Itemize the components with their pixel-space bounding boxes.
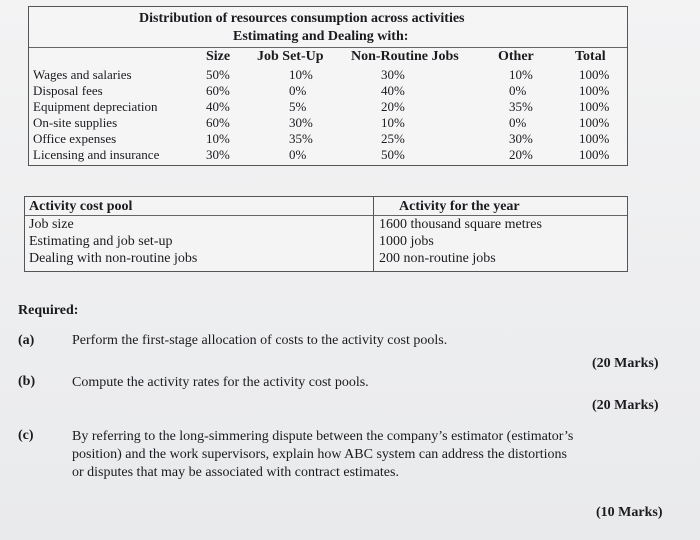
table-row — [33, 115, 627, 131]
question-c-line-1: By referring to the long-simmering dispute between the company’s estimator (estimator’s — [72, 429, 574, 444]
cell-other: 0% — [509, 115, 527, 130]
table-row — [33, 147, 627, 163]
cell-job-setup: 0% — [289, 83, 307, 98]
cell-non-routine: 25% — [381, 131, 405, 146]
resource-distribution-table — [28, 6, 628, 166]
row-label: Equipment depreciation — [33, 99, 158, 114]
activity-value: 200 non-routine jobs — [379, 251, 496, 266]
cell-other: 35% — [509, 99, 533, 114]
cell-size: 10% — [206, 131, 230, 146]
cell-non-routine: 20% — [381, 99, 405, 114]
header-other: Other — [498, 49, 534, 64]
cell-other: 10% — [509, 67, 533, 82]
row-label: Licensing and insurance — [33, 147, 160, 162]
cell-total: 100% — [579, 67, 610, 82]
row-label: Office expenses — [33, 131, 117, 146]
header-activity-for-year: Activity for the year — [399, 199, 520, 214]
table-row — [29, 234, 625, 250]
question-b-text: Compute the activity rates for the activity cost pools. — [72, 375, 369, 390]
activity-cost-pool-table — [24, 196, 628, 272]
cell-total: 100% — [579, 115, 610, 130]
table-row — [33, 99, 627, 115]
cell-total: 100% — [579, 83, 610, 98]
question-a-label: (a) — [18, 333, 35, 348]
cell-other: 30% — [509, 131, 533, 146]
cell-job-setup: 0% — [289, 147, 307, 162]
activity-value: 1600 thousand square metres — [379, 217, 542, 232]
table-row — [29, 217, 625, 233]
cell-non-routine: 40% — [381, 83, 405, 98]
question-b-marks: (20 Marks) — [592, 398, 659, 413]
activity-value: 1000 jobs — [379, 234, 434, 249]
cell-size: 60% — [206, 83, 230, 98]
cost-pool-name: Estimating and job set-up — [29, 234, 173, 249]
table-row — [33, 83, 627, 99]
cell-other: 20% — [509, 147, 533, 162]
table-title: Distribution of resources consumption across activities — [139, 11, 465, 26]
header-activity-cost-pool: Activity cost pool — [29, 199, 133, 214]
cell-non-routine: 30% — [381, 67, 405, 82]
header-size: Size — [206, 49, 231, 64]
cell-size: 30% — [206, 147, 230, 162]
cell-job-setup: 30% — [289, 115, 313, 130]
cell-other: 0% — [509, 83, 527, 98]
cell-job-setup: 35% — [289, 131, 313, 146]
row-label: On-site supplies — [33, 115, 118, 130]
question-c-label: (c) — [18, 428, 34, 443]
table-row — [29, 251, 625, 267]
header-total: Total — [575, 49, 606, 64]
question-c-line-2: position) and the work supervisors, explain how ABC system can address the distortions — [72, 447, 567, 462]
cost-pool-name: Dealing with non-routine jobs — [29, 251, 198, 266]
question-c-text — [72, 428, 692, 482]
question-a-text: Perform the first-stage allocation of costs to the activity cost pools. — [72, 333, 448, 348]
question-c-marks: (10 Marks) — [596, 505, 663, 520]
cost-pool-name: Job size — [29, 217, 74, 232]
row-label: Disposal fees — [33, 83, 103, 98]
table-row — [33, 131, 627, 147]
question-a-marks: (20 Marks) — [592, 356, 659, 371]
question-b-label: (b) — [18, 374, 36, 389]
header-divider — [29, 47, 627, 48]
cell-total: 100% — [579, 147, 610, 162]
required-heading: Required: — [18, 303, 79, 318]
cell-non-routine: 10% — [381, 115, 405, 130]
header-non-routine: Non-Routine Jobs — [351, 49, 459, 64]
table-subtitle: Estimating and Dealing with: — [233, 29, 409, 44]
table-header-row — [29, 199, 625, 215]
question-c-line-3: or disputes that may be associated with contract estimates. — [72, 465, 399, 480]
header-job-setup: Job Set-Up — [257, 49, 324, 64]
cell-job-setup: 5% — [289, 99, 307, 114]
cell-size: 60% — [206, 115, 230, 130]
table-row — [33, 67, 627, 83]
cell-size: 50% — [206, 67, 230, 82]
cell-size: 40% — [206, 99, 230, 114]
header-divider — [25, 215, 627, 216]
cell-total: 100% — [579, 131, 610, 146]
cell-total: 100% — [579, 99, 610, 114]
row-label: Wages and salaries — [33, 67, 132, 82]
cell-job-setup: 10% — [289, 67, 313, 82]
cell-non-routine: 50% — [381, 147, 405, 162]
